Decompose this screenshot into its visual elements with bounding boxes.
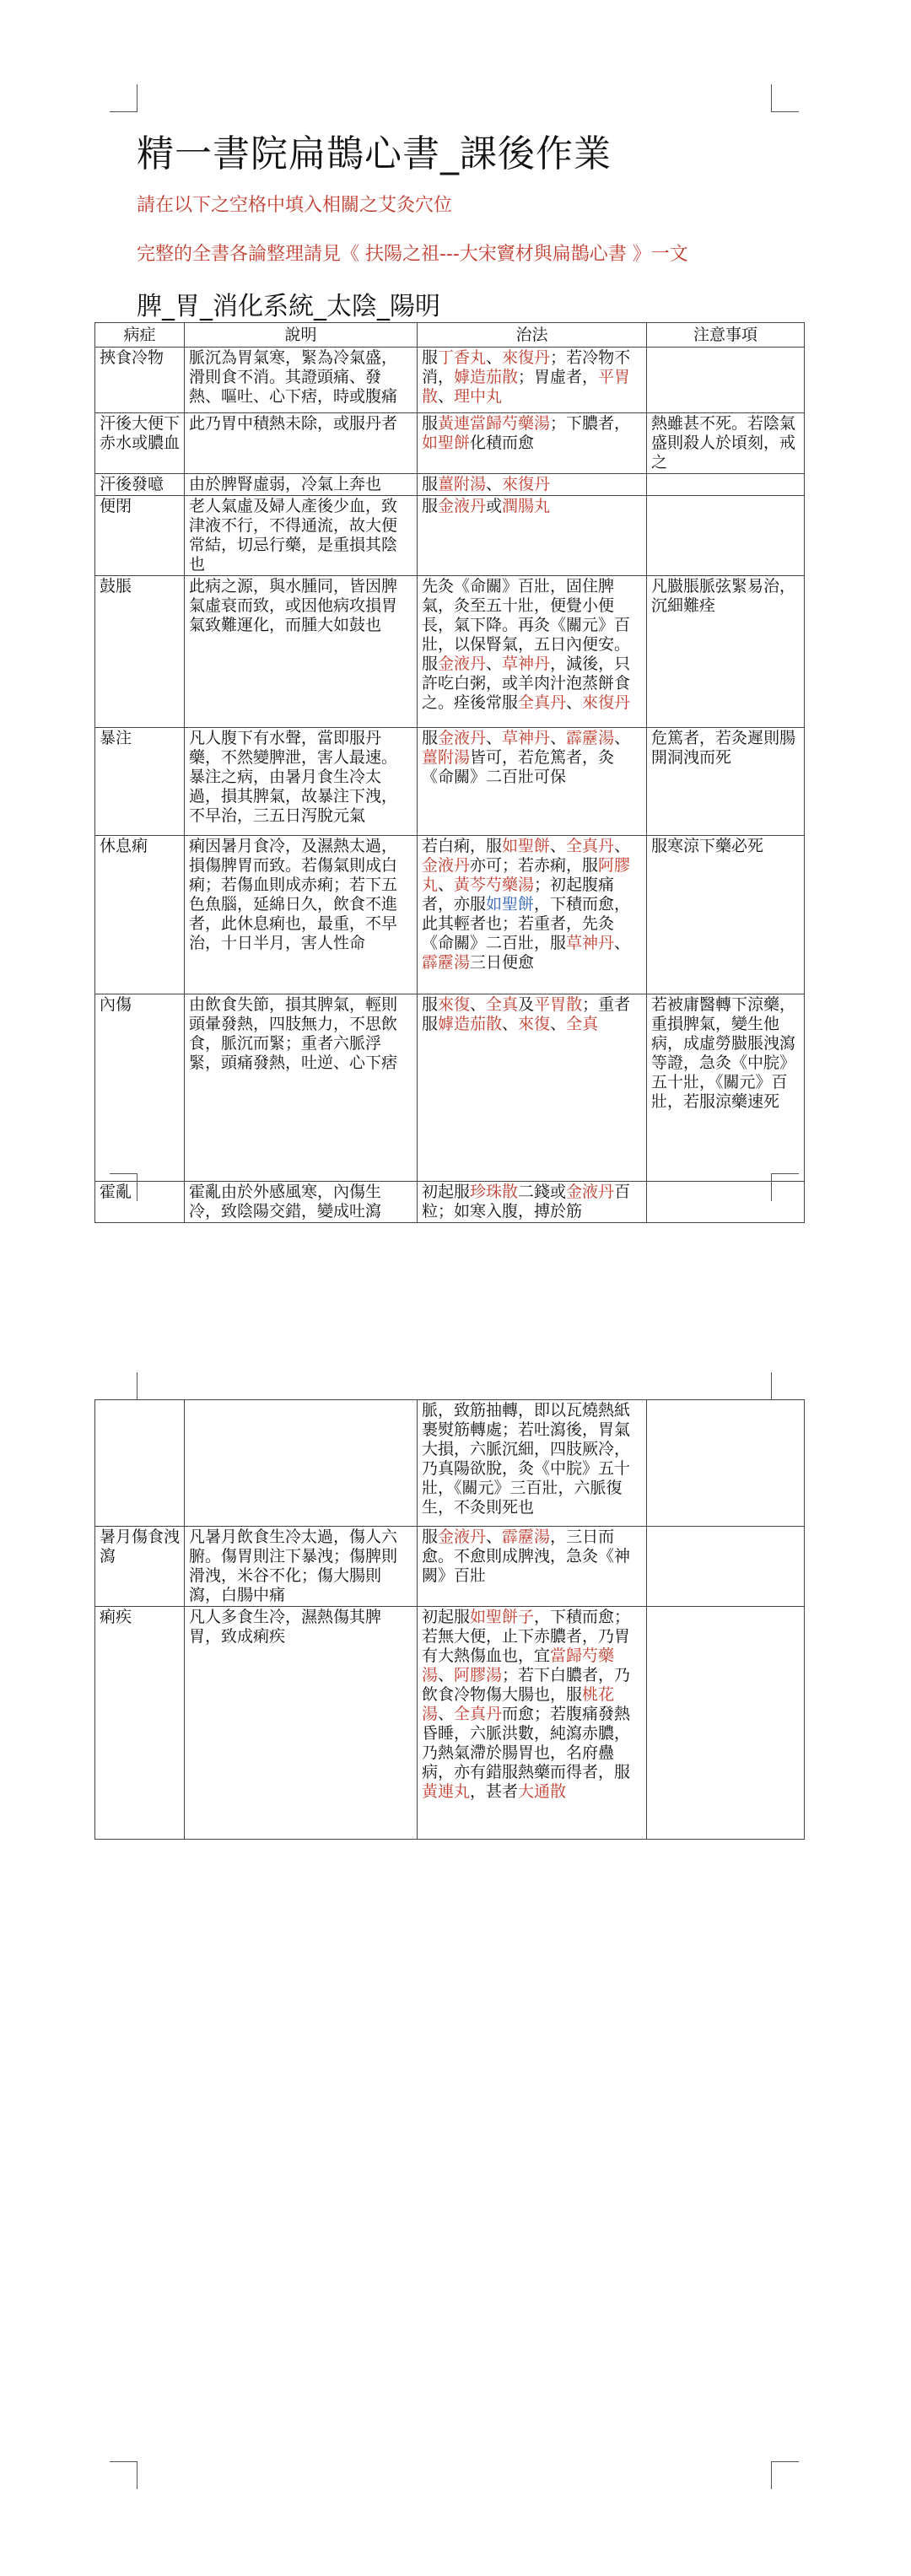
remedy-name: 阿膠丸: [422, 856, 631, 894]
description-cell: 凡人腹下有水聲，當即服丹藥，不然變脾泄，害人最速。暴注之病，由暑月食生冷太過，損其脾氣，故暴注下洩，不早治，三五日泻脫元氣: [185, 728, 418, 836]
treatment-cell: [418, 994, 647, 1182]
description-cell: 霍亂由於外感風寒，內傷生冷，致陰陽交錯，變成吐瀉: [185, 1182, 418, 1223]
treatment-text: 百粒；如寒入腹，搏於筋: [422, 1183, 631, 1221]
remedy-name: 薑附湯: [438, 475, 487, 493]
header-treatment: 治法: [418, 323, 647, 348]
treatment-text: 若白痢，服: [422, 837, 503, 855]
treatment-text: 而愈；若腹痛發熱昏睡，六脈洪數，純瀉赤膿，乃熱氣滯於腸胃也，名府蠱病，亦有錯服熱藥而得者，服: [422, 1705, 631, 1781]
treatment-text: 、: [486, 475, 503, 493]
remedy-name: 金液丹: [422, 856, 471, 875]
table-row: [95, 836, 805, 994]
treatment-text: 、: [438, 1705, 455, 1723]
remedy-name: 丁香丸: [438, 348, 487, 367]
remedy-name: 黃芩芍藥湯: [454, 876, 535, 894]
remedy-name: 潤腸丸: [502, 497, 551, 515]
treatment-text: ；若冷物不消，: [422, 348, 631, 386]
remedy-name: 草神丹: [566, 934, 615, 952]
remedy-name: 全真: [566, 1015, 599, 1033]
description-cell: 凡暑月飲食生冷太過，傷人六腑。傷胃則注下暴洩；傷脾則滑洩，米谷不化；傷大腸則瀉，白腸中痛: [185, 1527, 418, 1607]
disease-cell: 汗後大便下赤水或膿血: [95, 413, 185, 474]
remedy-name: 當歸芍藥湯: [422, 1646, 615, 1684]
treatment-cell: [418, 836, 647, 994]
disease-cell: 霍亂: [95, 1182, 185, 1223]
remedy-name: 金液丹: [438, 497, 487, 515]
notes-cell: [647, 348, 805, 413]
disease-table-page-2: [94, 1399, 805, 1840]
treatment-text: 服: [422, 348, 439, 367]
remedy-name: 來復丹: [502, 475, 551, 493]
treatment-text: 、: [614, 837, 631, 855]
remedy-name: 黃連當歸芍藥湯: [438, 414, 551, 433]
header-notes: 注意事項: [647, 323, 805, 348]
crop-mark-page2-bottom-right: [771, 2461, 799, 2489]
crop-mark-bottom-left: [110, 1173, 137, 1201]
treatment-text: 、: [502, 1015, 519, 1033]
description-cell: 痢因暑月食冷，及濕熱太過，損傷脾胃而致。若傷氣則成白痢；若傷血則成赤痢；若下五色魚腦，延綿日久，飲食不進者，此休息痢也，最重，不早治，十日半月，害人性命: [185, 836, 418, 994]
remedy-name: 霹靂湯: [566, 729, 615, 747]
notes-cell: 服寒涼下藥必死: [647, 836, 805, 994]
treatment-text: 及: [518, 995, 535, 1014]
remedy-name: 草神丹: [502, 655, 551, 673]
treatment-cell: [418, 496, 647, 576]
treatment-text: ，下積而愈；若無大便，止下赤膿者，乃胃有大熱傷血也，宜: [422, 1608, 631, 1665]
description-cell: 脈沉為胃氣寒，緊為冷氣盛，滑則食不消。其證頭痛、發熱、嘔吐、心下痞，時或腹痛: [185, 348, 418, 413]
remedy-name: 大通散: [518, 1782, 567, 1801]
treatment-text: 、: [486, 729, 503, 747]
disease-cell: 汗後發噫: [95, 474, 185, 496]
document-title: 精一書院扁鵲心書_課後作業: [137, 132, 612, 175]
disease-cell: 便閉: [95, 496, 185, 576]
remedy-name: 霹靂湯: [422, 953, 471, 972]
remedy-name: 來復: [518, 1015, 551, 1033]
description-cell: 由於脾腎虛弱，冷氣上奔也: [185, 474, 418, 496]
remedy-name: 全真丹: [518, 693, 567, 712]
description-cell: 由飲食失節，損其脾氣，輕則頭暈發熱，四肢無力，不思飲食，脈沉而緊；重者六脈浮緊，頭痛發熱，吐逆、心下痞: [185, 994, 418, 1182]
remedy-name: 嫭造茄散: [454, 368, 519, 386]
treatment-text: 先灸《命關》百壯，固住脾氣，灸至五十壯，便覺小便長，氣下降。再灸《關元》百壯，以保腎氣，五日內便安。服: [422, 577, 631, 673]
remedy-name: 全真丹: [566, 837, 615, 855]
disease-cell: 內傷: [95, 994, 185, 1182]
remedy-name: 嫭造茄散: [438, 1015, 503, 1033]
table-row: [95, 348, 805, 413]
treatment-text: 、: [438, 387, 455, 406]
remedy-name: 珍珠散: [470, 1183, 519, 1201]
treatment-text: ，減後，只許吃白粥，或羊肉汁泡蒸餅食之。痊後常服: [422, 655, 631, 712]
table-row: [95, 1607, 805, 1840]
notes-cell: [647, 1607, 805, 1840]
crop-mark-page2-top-right: [771, 1372, 799, 1400]
remedy-name: 平胃散: [534, 995, 583, 1014]
description-cell: 此乃胃中積熱未除，或服丹者: [185, 413, 418, 474]
treatment-text: 脈，致筋抽轉，即以瓦燒熱紙裹熨筋轉處；若吐瀉後，胃氣大損，六脈沉細，四肢厥冷，乃真陽欲脫，灸《中脘》五十壯，《關元》三百壯，六脈復生，不灸則死也: [422, 1401, 631, 1517]
remedy-name: 如聖餅子: [470, 1608, 535, 1626]
notes-cell: 危篤者，若灸遲則腸開洞洩而死: [647, 728, 805, 836]
crop-mark-bottom-right: [771, 1173, 799, 1201]
treatment-text: 二錢或: [518, 1183, 567, 1201]
treatment-text: 、: [486, 655, 503, 673]
disease-table-page-1: [94, 322, 805, 1223]
description-cell: [185, 1400, 418, 1527]
treatment-text: 、: [438, 876, 455, 894]
treatment-cell: [418, 576, 647, 728]
crop-mark-top-left: [110, 84, 137, 112]
remedy-name: 如聖餅: [502, 837, 551, 855]
notes-cell: [647, 1527, 805, 1607]
treatment-text: 服: [422, 475, 439, 493]
treatment-text: 、: [470, 995, 487, 1014]
notes-cell: 凡臌脹脈弦緊易治，沉細難痊: [647, 576, 805, 728]
treatment-text: 、: [550, 729, 567, 747]
description-cell: 此病之源，與水腫同，皆因脾氣虛衰而致，或因他病攻損胃氣致難運化，而腫大如鼓也: [185, 576, 418, 728]
table-row: [95, 1182, 805, 1223]
remedy-name: 金液丹: [438, 1528, 487, 1546]
remedy-name: 霹靂湯: [502, 1528, 551, 1546]
treatment-cell: [418, 1607, 647, 1840]
remedy-name: 如聖餅: [422, 434, 471, 452]
treatment-text: 、: [614, 729, 631, 747]
remedy-name: 理中丸: [454, 387, 503, 406]
header-description: 說明: [185, 323, 418, 348]
remedy-name: 全真: [486, 995, 519, 1014]
treatment-cell: [418, 474, 647, 496]
treatment-text: ；若下白膿者，乃飲食冷物傷大腸也，服: [422, 1666, 631, 1704]
remedy-name: 草神丹: [502, 729, 551, 747]
treatment-cell: [418, 413, 647, 474]
remedy-name: 如聖餅: [486, 895, 535, 913]
remedy-name: 來復: [438, 995, 471, 1014]
treatment-text: 服: [422, 497, 439, 515]
treatment-text: 、: [438, 1666, 455, 1684]
remedy-name: 來復丹: [502, 348, 551, 367]
table-row: [95, 576, 805, 728]
treatment-text: ，三日而愈。不愈則成脾洩，急灸《神闕》百壯: [422, 1528, 631, 1585]
treatment-text: ；重者服: [422, 995, 631, 1033]
treatment-text: 服: [422, 1528, 439, 1546]
treatment-text: 、: [614, 934, 631, 952]
remedy-name: 平胃散: [422, 368, 631, 406]
treatment-text: 化積而愈: [470, 434, 535, 452]
disease-cell: 痢疾: [95, 1607, 185, 1840]
description-cell: 老人氣虛及婦人產後少血，致津液不行，不得通流，故大便常結，切忌行藥，是重損其陰也: [185, 496, 418, 576]
treatment-text: 三日便愈: [470, 953, 535, 972]
treatment-text: 服: [422, 729, 439, 747]
notes-cell: [647, 496, 805, 576]
treatment-text: 服: [422, 995, 439, 1014]
crop-mark-page2-bottom-left: [110, 2461, 137, 2489]
treatment-text: ；初起腹痛者，亦服: [422, 876, 615, 913]
treatment-cell: [418, 1400, 647, 1527]
treatment-text: 或: [486, 497, 503, 515]
treatment-text: 、: [566, 693, 583, 712]
table-row: [95, 496, 805, 576]
reference-text: 完整的全書各論整理請見《 扶陽之祖---大宋竇材與扁鵲心書 》一文: [137, 244, 688, 265]
crop-mark-page2-top-left: [110, 1372, 137, 1400]
remedy-name: 金液丹: [438, 655, 487, 673]
treatment-cell: [418, 1182, 647, 1223]
instruction-text: 請在以下之空格中填入相關之艾灸穴位: [137, 195, 453, 216]
table-row: [95, 1400, 805, 1527]
remedy-name: 桃花湯: [422, 1685, 615, 1723]
remedy-name: 全真丹: [454, 1705, 503, 1723]
table-row: [95, 994, 805, 1182]
disease-cell: 挾食冷物: [95, 348, 185, 413]
table-row: [95, 728, 805, 836]
table-header-row: [95, 323, 805, 348]
remedy-name: 金液丹: [438, 729, 487, 747]
treatment-text: 亦可；若赤痢，服: [470, 856, 599, 875]
treatment-text: 服: [422, 414, 439, 433]
remedy-name: 阿膠湯: [454, 1666, 503, 1684]
disease-cell: 休息痢: [95, 836, 185, 994]
disease-cell: 鼓脹: [95, 576, 185, 728]
section-heading: 脾_胃_消化系統_太陰_陽明: [137, 292, 440, 321]
remedy-name: 黃連丸: [422, 1782, 471, 1801]
treatment-text: 初起服: [422, 1183, 471, 1201]
notes-cell: 熱雖甚不死。若陰氣盛則殺人於頃刻，戒之: [647, 413, 805, 474]
treatment-text: ；胃虛者，: [518, 368, 599, 386]
remedy-name: 金液丹: [566, 1183, 615, 1201]
remedy-name: 薑附湯: [422, 748, 471, 767]
treatment-text: 皆可，若危篤者，灸《命關》二百壯可保: [422, 748, 615, 786]
treatment-text: 初起服: [422, 1608, 471, 1626]
treatment-cell: [418, 348, 647, 413]
table-row: [95, 474, 805, 496]
disease-cell: 暴注: [95, 728, 185, 836]
treatment-text: 、: [550, 837, 567, 855]
treatment-text: 、: [486, 348, 503, 367]
treatment-cell: [418, 1527, 647, 1607]
treatment-text: ；下膿者，: [550, 414, 631, 433]
treatment-cell: [418, 728, 647, 836]
notes-cell: 若被庸醫轉下涼藥，重損脾氣，變生他病，成虛勞臌脹洩瀉等證，急灸《中脘》五十壯，《關元》百壯，若服涼藥速死: [647, 994, 805, 1182]
disease-cell: [95, 1400, 185, 1527]
notes-cell: [647, 1400, 805, 1527]
notes-cell: [647, 474, 805, 496]
table-row: [95, 1527, 805, 1607]
header-disease: 病症: [95, 323, 185, 348]
description-cell: 凡人多食生冷，濕熱傷其脾胃，致成痢疾: [185, 1607, 418, 1840]
treatment-text: ，下積而愈，此其輕者也；若重者，先灸《命關》二百壯，服: [422, 895, 631, 952]
treatment-text: ，甚者: [470, 1782, 519, 1801]
disease-cell: 暑月傷食洩瀉: [95, 1527, 185, 1607]
remedy-name: 來復丹: [582, 693, 631, 712]
treatment-text: 、: [486, 1528, 503, 1546]
table-row: [95, 413, 805, 474]
treatment-text: 、: [550, 1015, 567, 1033]
crop-mark-top-right: [771, 84, 799, 112]
